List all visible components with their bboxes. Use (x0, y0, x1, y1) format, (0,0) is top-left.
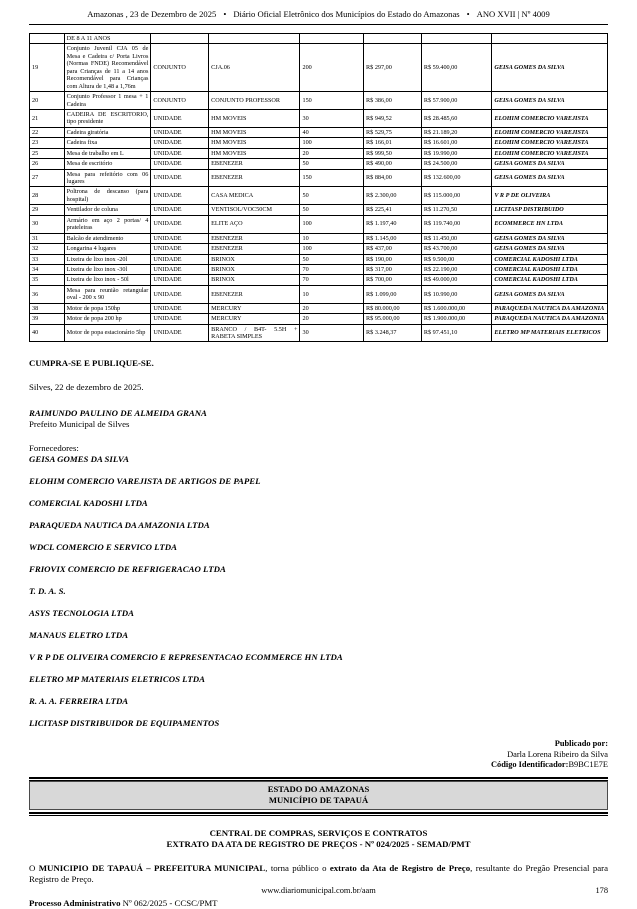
supplier-name: LICITASP DISTRIBUIDOR DE EQUIPAMENTOS (29, 718, 220, 729)
cell-price: R$ 80.000,00 (364, 303, 422, 313)
cell-total: R$ 97.451,10 (421, 324, 492, 342)
cell-brand: MERCURY (209, 303, 300, 313)
cell-supplier (492, 34, 608, 44)
cell-qty: 30 (300, 324, 364, 342)
cell-brand: HM MOVEIS (209, 138, 300, 148)
cell-total: R$ 16.601,00 (421, 138, 492, 148)
published-by-label: Publicado por: (554, 739, 608, 749)
cell-total: R$ 21.189,20 (421, 127, 492, 137)
cell-desc: Lixeira de lixo inox -20l (64, 254, 151, 264)
footer-url: www.diariomunicipal.com.br/aam (261, 886, 376, 895)
cell-price: R$ 225,41 (364, 205, 422, 215)
extract-title: EXTRATO DA ATA DE REGISTRO DE PREÇOS - Nº 024/2025 - SEMAD/PMT (166, 839, 471, 850)
cell-price: R$ 1.099,00 (364, 285, 422, 303)
cell-total: R$ 10.990,00 (421, 285, 492, 303)
cell-unit: UNIDADE (151, 254, 209, 264)
cell-desc: Conjunto Professor 1 mesa + 1 Cadeira (64, 92, 151, 110)
cell-unit: UNIDADE (151, 244, 209, 254)
supplier-name: FRIOVIX COMERCIO DE REFRIGERACAO LTDA (29, 564, 226, 575)
suppliers-list (29, 454, 608, 729)
cell-item: 34 (30, 264, 65, 274)
cell-supplier: ELETRO MP MATERIAIS ELETRICOS (492, 324, 608, 342)
cell-total: R$ 57.900,00 (421, 92, 492, 110)
cell-supplier: GEISA GOMES DA SILVA (492, 92, 608, 110)
cell-supplier: ELOHIM COMERCIO VAREJISTA (492, 127, 608, 137)
cell-item: 30 (30, 215, 65, 233)
cell-unit: UNIDADE (151, 303, 209, 313)
table-row (30, 109, 608, 127)
cell-brand: EBENEZER (209, 169, 300, 187)
cell-qty: 100 (300, 138, 364, 148)
cell-unit: CONJUNTO (151, 92, 209, 110)
cell-total: R$ 132.600,00 (421, 169, 492, 187)
cell-item: 28 (30, 187, 65, 205)
cell-brand: ELITE AÇO (209, 215, 300, 233)
cell-supplier: PARAQUEDA NAUTICA DA AMAZONIA (492, 314, 608, 324)
municipality-name: MUNICÍPIO DE TAPAUÁ (268, 794, 369, 805)
cell-supplier: GEISA GOMES DA SILVA (492, 285, 608, 303)
cell-supplier: COMERCIAL KADOSHI LTDA (492, 254, 608, 264)
supplier-name: MANAUS ELETRO LTDA (29, 630, 129, 641)
cell-brand: EBENEZER (209, 159, 300, 169)
paragraph-segment: , torna público o (265, 862, 330, 873)
cell-unit: UNIDADE (151, 324, 209, 342)
cell-item: 19 (30, 44, 65, 92)
cell-brand: CJA.06 (209, 44, 300, 92)
cell-brand: BRINOX (209, 254, 300, 264)
cell-unit: UNIDADE (151, 159, 209, 169)
cell-supplier: ELOHIM COMERCIO VAREJISTA (492, 109, 608, 127)
cell-qty: 10 (300, 233, 364, 243)
cell-supplier: V R P DE OLIVEIRA (492, 187, 608, 205)
cumprase-line: CUMPRA-SE E PUBLIQUE-SE. (29, 358, 154, 369)
paragraph-segment: , resultante do Pregão Presencial para Registro de Preço. (29, 862, 609, 884)
cell-brand: VENTISOL/VOC50CM (209, 205, 300, 215)
cell-item: 22 (30, 127, 65, 137)
table-row (30, 44, 608, 92)
cell-brand (209, 34, 300, 44)
table-row (30, 127, 608, 137)
cell-desc: Mesa para reunião retangular oval - 200 x 90 (64, 285, 151, 303)
bullet-separator: • (223, 9, 227, 19)
mayor-name: RAIMUNDO PAULINO DE ALMEIDA GRANA (29, 408, 207, 419)
cell-unit: UNIDADE (151, 275, 209, 285)
masthead-date: Amazonas , 23 de Dezembro de 2025 (87, 9, 217, 19)
table-row (30, 34, 608, 44)
process-label: Processo Administrativo (29, 897, 121, 908)
cell-item: 29 (30, 205, 65, 215)
cell-item: 26 (30, 159, 65, 169)
cell-desc: Motor de popa 150hp (64, 303, 151, 313)
cell-price: R$ 317,00 (364, 264, 422, 274)
cell-unit: UNIDADE (151, 148, 209, 158)
identifier-code-value: B9BC1E7E (568, 760, 608, 770)
mayor-title: Prefeito Municipal de Silves (29, 419, 130, 430)
cell-unit: UNIDADE (151, 169, 209, 187)
cell-item: 35 (30, 275, 65, 285)
cell-total: R$ 1.900.000,00 (421, 314, 492, 324)
cell-desc: Mesa para refeitório com 06 lugares (64, 169, 151, 187)
table-row (30, 148, 608, 158)
cell-unit (151, 34, 209, 44)
notice-paragraph (29, 863, 608, 885)
cell-brand: EBENEZER (209, 244, 300, 254)
cell-unit: CONJUNTO (151, 44, 209, 92)
cell-unit: UNIDADE (151, 285, 209, 303)
municipality-header-box (29, 781, 608, 810)
cell-desc: Motor de popa 200 hp (64, 314, 151, 324)
cell-unit: UNIDADE (151, 264, 209, 274)
department-heading (29, 828, 608, 851)
paragraph-segment: extrato da Ata de Registro de Preço (329, 862, 471, 873)
cell-item: 21 (30, 109, 65, 127)
paragraph-segment: MUNICIPIO DE TAPAUÁ – PREFEITURA MUNICIPAL (38, 862, 266, 873)
cell-item: 36 (30, 285, 65, 303)
cell-desc: Lixeira de lixo inox -30l (64, 264, 151, 274)
cell-total: R$ 28.485,60 (421, 109, 492, 127)
cell-supplier: GEISA GOMES DA SILVA (492, 159, 608, 169)
cell-item: 40 (30, 324, 65, 342)
process-line (29, 898, 608, 909)
page-number: 178 (595, 886, 608, 895)
cell-item (30, 34, 65, 44)
cell-price: R$ 884,00 (364, 169, 422, 187)
cell-qty: 20 (300, 148, 364, 158)
cell-price: R$ 386,00 (364, 92, 422, 110)
cell-qty: 100 (300, 244, 364, 254)
cell-desc: Longarina 4 lugares (64, 244, 151, 254)
cell-supplier: GEISA GOMES DA SILVA (492, 44, 608, 92)
cell-brand: CASA MEDICA (209, 187, 300, 205)
cell-total (421, 34, 492, 44)
table-row (30, 92, 608, 110)
table-row (30, 159, 608, 169)
cell-desc: Mesa de trabalho em L (64, 148, 151, 158)
cell-desc: Ventilador de coluna (64, 205, 151, 215)
supplier-name: ELETRO MP MATERIAIS ELETRICOS LTDA (29, 674, 205, 685)
cell-brand: BRANCO / B4T- 5.5H + RABETA SIMPLES (209, 324, 300, 342)
cell-desc: DE 8 A 11 ANOS (64, 34, 151, 44)
cell-item: 38 (30, 303, 65, 313)
cell-brand: HM MOVEIS (209, 109, 300, 127)
cell-total: R$ 22.190,00 (421, 264, 492, 274)
bullet-separator: • (466, 9, 470, 19)
supplier-name: ASYS TECNOLOGIA LTDA (29, 608, 134, 619)
cell-item: 33 (30, 254, 65, 264)
cell-qty: 70 (300, 275, 364, 285)
table-row (30, 205, 608, 215)
cell-supplier: GEISA GOMES DA SILVA (492, 169, 608, 187)
cell-unit: UNIDADE (151, 233, 209, 243)
table-row (30, 314, 608, 324)
cell-qty: 50 (300, 205, 364, 215)
masthead-edition: ANO XVII | Nº 4009 (476, 9, 550, 19)
cell-unit: UNIDADE (151, 314, 209, 324)
cell-total: R$ 49.000,00 (421, 275, 492, 285)
department-name: CENTRAL DE COMPRAS, SERVIÇOS E CONTRATOS (209, 827, 428, 838)
cell-item: 25 (30, 148, 65, 158)
cell-desc: Cadeira fixa (64, 138, 151, 148)
date-place-line: Silves, 22 de dezembro de 2025. (29, 382, 144, 393)
cell-desc: Lixeira de lixo inox - 50l (64, 275, 151, 285)
process-number: Nº 062/2025 - CCSC/PMT (120, 897, 218, 908)
cell-qty: 100 (300, 215, 364, 233)
cell-qty: 150 (300, 169, 364, 187)
cell-item: 27 (30, 169, 65, 187)
cell-unit: UNIDADE (151, 187, 209, 205)
supplier-name: WDCL COMERCIO E SERVICO LTDA (29, 542, 177, 553)
cell-unit: UNIDADE (151, 127, 209, 137)
table-row (30, 244, 608, 254)
price-registry-table (29, 33, 608, 342)
cell-total: R$ 43.700,00 (421, 244, 492, 254)
cell-brand: MERCURY (209, 314, 300, 324)
cell-brand: EBENEZER (209, 233, 300, 243)
cell-price: R$ 3.248,37 (364, 324, 422, 342)
table-row (30, 275, 608, 285)
cell-supplier: LICITASP DISTRIBUIDO (492, 205, 608, 215)
cell-desc: Poltrona de descanso (para hospital) (64, 187, 151, 205)
supplier-name: T. D. A. S. (29, 586, 66, 597)
cell-price: R$ 529,75 (364, 127, 422, 137)
cell-price (364, 34, 422, 44)
table-row (30, 303, 608, 313)
supplier-name: V R P DE OLIVEIRA COMERCIO E REPRESENTACAO ECOMMERCE HN LTDA (29, 652, 343, 663)
table-row (30, 233, 608, 243)
cell-desc: Mesa de escritório (64, 159, 151, 169)
cell-supplier: GEISA GOMES DA SILVA (492, 244, 608, 254)
cell-qty: 50 (300, 159, 364, 169)
table-row (30, 324, 608, 342)
cell-total: R$ 115.000,00 (421, 187, 492, 205)
cell-qty: 10 (300, 285, 364, 303)
table-row (30, 254, 608, 264)
identifier-code-label: Código Identificador: (490, 760, 569, 770)
cell-supplier: ECOMMERCE HN LTDA (492, 215, 608, 233)
cell-price: R$ 1.145,00 (364, 233, 422, 243)
cell-total: R$ 59.400,00 (421, 44, 492, 92)
section-divider-bottom (29, 812, 608, 816)
cell-price: R$ 1.197,40 (364, 215, 422, 233)
cell-price: R$ 95.000,00 (364, 314, 422, 324)
cell-desc: Conjunto Juvenil CJA 05 de Mesa e Cadeira c/ Porta Livros (Normas FNDE) Recomendável para Crianças de 11 a 14 anos Recomendável para Crianças com Altura de 1,48 a 1,76m (64, 44, 151, 92)
cell-supplier: ELOHIM COMERCIO VAREJISTA (492, 138, 608, 148)
cell-unit: UNIDADE (151, 109, 209, 127)
cell-qty: 20 (300, 303, 364, 313)
cell-item: 31 (30, 233, 65, 243)
supplier-name: GEISA GOMES DA SILVA (29, 454, 129, 465)
masthead-title: Diário Oficial Eletrônico dos Municípios do Estado do Amazonas (233, 9, 460, 19)
page-content (29, 0, 608, 909)
cell-unit: UNIDADE (151, 138, 209, 148)
cell-total: R$ 1.600.000,00 (421, 303, 492, 313)
table-row (30, 285, 608, 303)
cell-total: R$ 119.740,00 (421, 215, 492, 233)
cell-total: R$ 11.270,50 (421, 205, 492, 215)
cell-supplier: COMERCIAL KADOSHI LTDA (492, 264, 608, 274)
suppliers-label: Fornecedores: (29, 443, 79, 454)
cell-desc: Cadeira giratória (64, 127, 151, 137)
cell-brand: BRINOX (209, 264, 300, 274)
supplier-name: COMERCIAL KADOSHI LTDA (29, 498, 148, 509)
cell-total: R$ 9.500,00 (421, 254, 492, 264)
cell-price: R$ 999,50 (364, 148, 422, 158)
cell-item: 20 (30, 92, 65, 110)
cell-price: R$ 166,01 (364, 138, 422, 148)
cell-brand: CONJUNTO PROFESSOR (209, 92, 300, 110)
cell-brand: EBENEZER (209, 285, 300, 303)
cell-qty: 150 (300, 92, 364, 110)
cell-price: R$ 490,00 (364, 159, 422, 169)
cell-qty: 50 (300, 187, 364, 205)
table-row (30, 138, 608, 148)
cell-unit: UNIDADE (151, 205, 209, 215)
state-name: ESTADO DO AMAZONAS (267, 783, 370, 794)
cell-item: 32 (30, 244, 65, 254)
cell-supplier: GEISA GOMES DA SILVA (492, 233, 608, 243)
cell-total: R$ 11.450,00 (421, 233, 492, 243)
cell-total: R$ 19.990,00 (421, 148, 492, 158)
cell-desc: Balcão de atendimento (64, 233, 151, 243)
supplier-name: ELOHIM COMERCIO VAREJISTA DE ARTIGOS DE PAPEL (29, 476, 261, 487)
cell-price: R$ 190,00 (364, 254, 422, 264)
paragraph-segment: O (29, 862, 39, 873)
cell-qty: 20 (300, 314, 364, 324)
table-row (30, 215, 608, 233)
cell-qty: 50 (300, 254, 364, 264)
cell-supplier: ELOHIM COMERCIO VAREJISTA (492, 148, 608, 158)
cell-desc: CADEIRA DE ESCRITORIO, tipo presidente (64, 109, 151, 127)
cell-qty: 70 (300, 264, 364, 274)
masthead (29, 0, 608, 25)
table-row (30, 187, 608, 205)
cell-desc: Motor de popa estacionário 5hp (64, 324, 151, 342)
cell-qty: 40 (300, 127, 364, 137)
cell-price: R$ 2.300,00 (364, 187, 422, 205)
cell-price: R$ 949,52 (364, 109, 422, 127)
table-row (30, 264, 608, 274)
cell-price: R$ 297,00 (364, 44, 422, 92)
identifier-code-line (29, 760, 608, 771)
cell-item: 23 (30, 138, 65, 148)
cell-brand: HM MOVEIS (209, 148, 300, 158)
cell-qty: 30 (300, 109, 364, 127)
cell-supplier: COMERCIAL KADOSHI LTDA (492, 275, 608, 285)
cell-brand: BRINOX (209, 275, 300, 285)
cell-unit: UNIDADE (151, 215, 209, 233)
cell-item: 39 (30, 314, 65, 324)
cell-supplier: PARAQUEDA NAUTICA DA AMAZONIA (492, 303, 608, 313)
published-by-name: Darla Lorena Ribeiro da Silva (507, 749, 608, 759)
supplier-name: R. A. A. FERREIRA LTDA (29, 696, 129, 707)
cell-total: R$ 24.500,00 (421, 159, 492, 169)
table-row (30, 169, 608, 187)
cell-qty: 200 (300, 44, 364, 92)
cell-price: R$ 437,00 (364, 244, 422, 254)
cell-brand: HM MOVEIS (209, 127, 300, 137)
cell-desc: Armário em aço 2 portas/ 4 prateleiras (64, 215, 151, 233)
supplier-name: PARAQUEDA NAUTICA DA AMAZONIA LTDA (29, 520, 210, 531)
cell-price: R$ 700,00 (364, 275, 422, 285)
cell-qty (300, 34, 364, 44)
publication-block (29, 739, 608, 771)
